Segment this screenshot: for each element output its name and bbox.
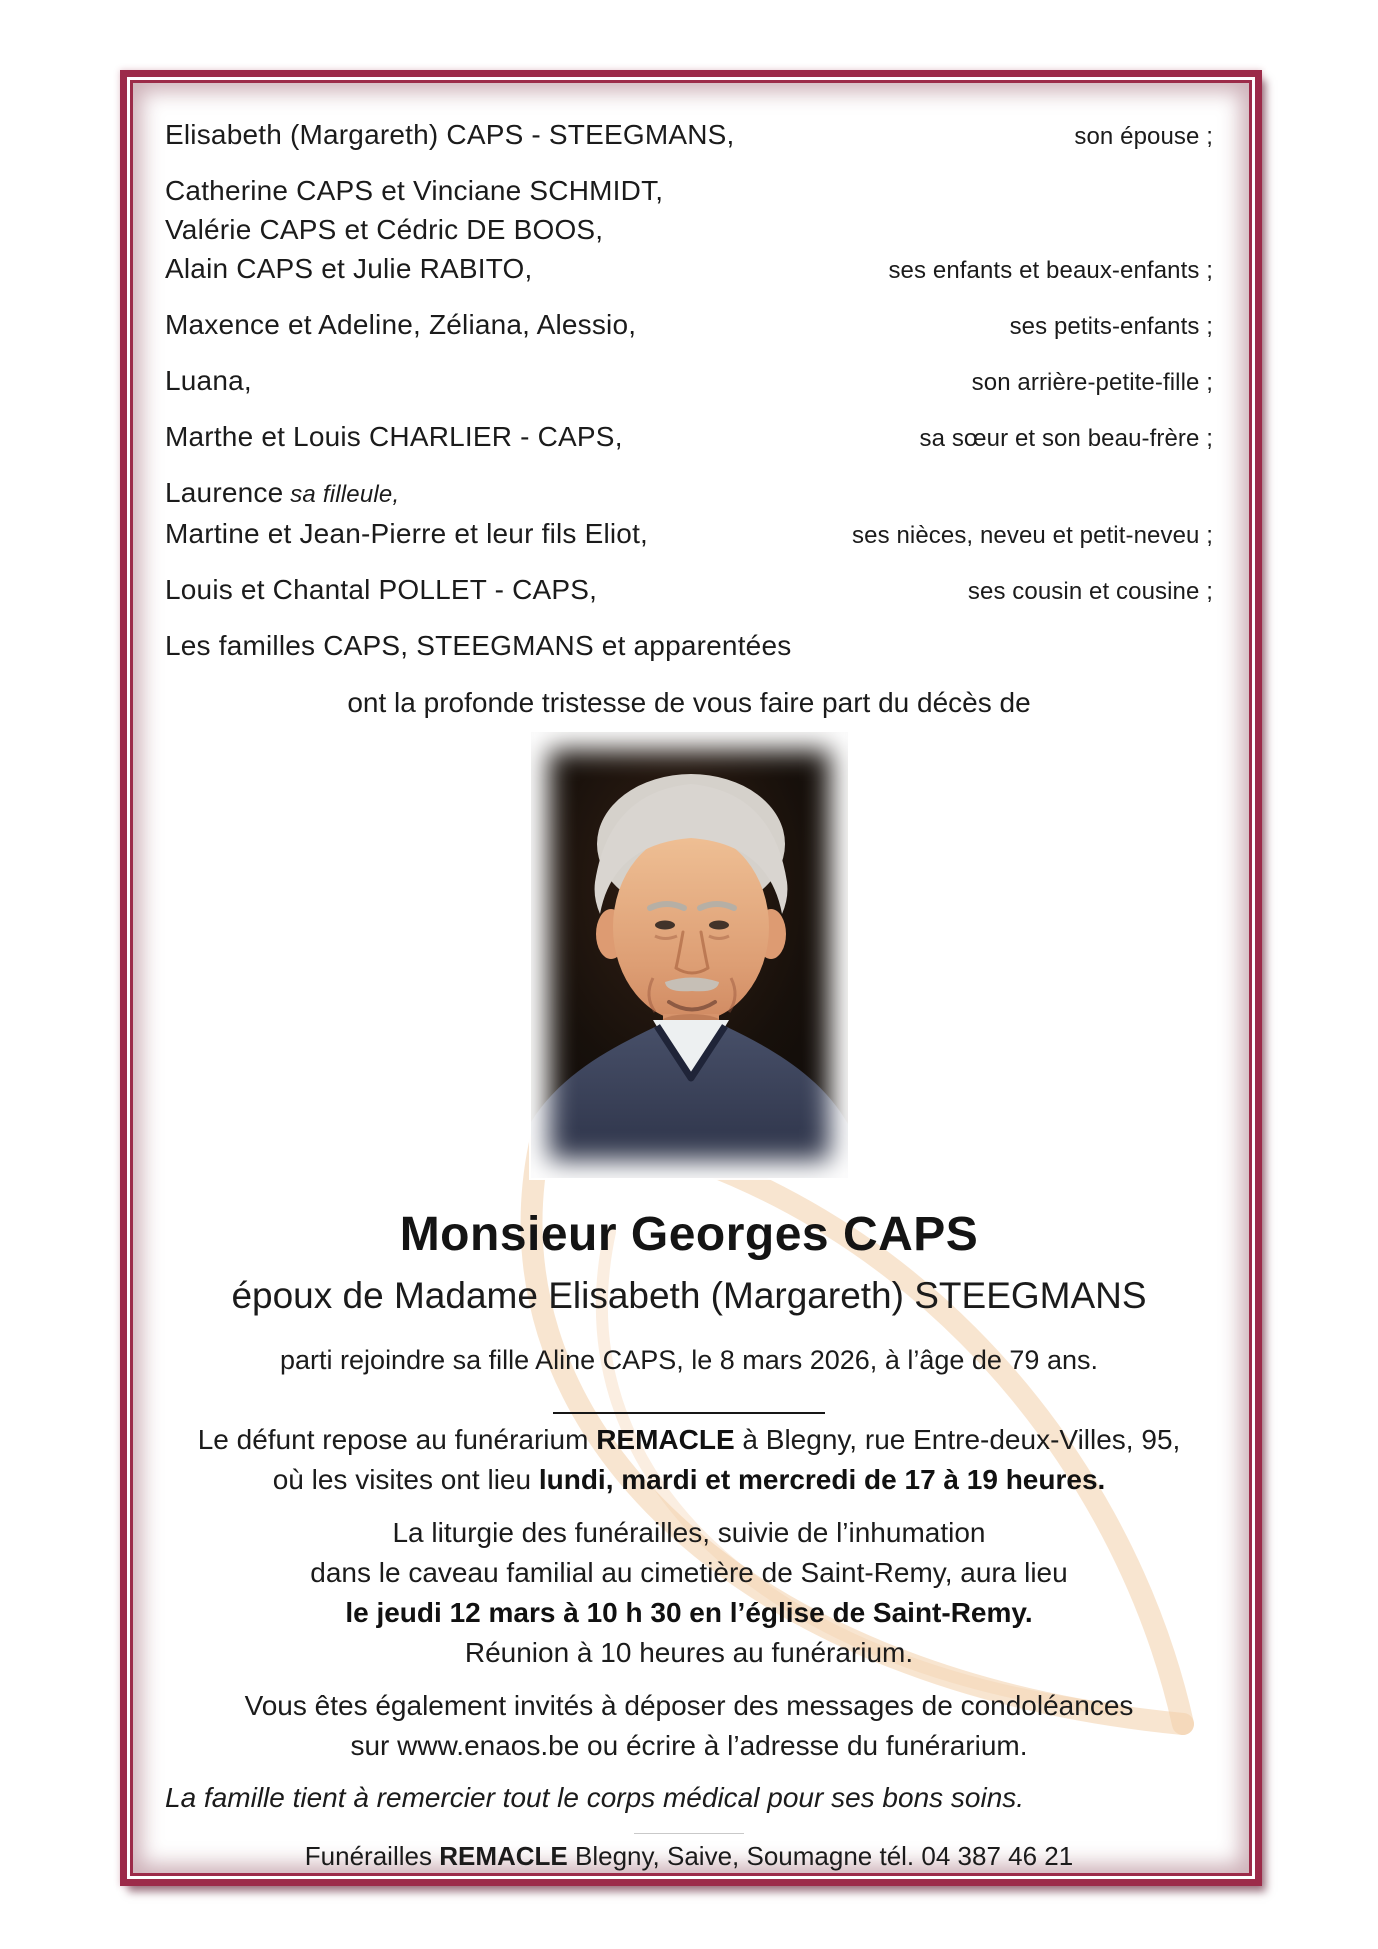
relative-name: Laurence [165, 477, 284, 508]
family-group [165, 305, 1213, 346]
repose-text: Le défunt repose au funérarium [197, 1424, 597, 1455]
deceased-name-title: Monsieur Georges CAPS [399, 1208, 979, 1261]
portrait-photo [531, 732, 848, 1178]
death-notice [135, 83, 1243, 1872]
meeting-line: Réunion à 10 heures au funérarium. [464, 1637, 914, 1668]
relationship-label: son arrière-petite-fille ; [971, 369, 1213, 396]
family-line [165, 473, 1213, 514]
death-details-line: parti rejoindre sa fille Aline CAPS, le 8 mars 2026, à l’âge de 79 ans. [280, 1345, 1098, 1375]
family-line [165, 171, 1213, 210]
enaos-url: www.enaos.be [397, 1730, 580, 1761]
family-line [165, 570, 1213, 611]
relationship-label: son épouse ; [1074, 123, 1213, 150]
family-group [165, 115, 1213, 156]
family-line [165, 115, 1213, 156]
relationship-label: ses petits-enfants ; [1009, 313, 1213, 340]
funeral-home-name: REMACLE [439, 1841, 568, 1871]
relative-names: Valérie CAPS et Cédric DE BOOS, [165, 214, 604, 245]
announcement-line: ont la profonde tristesse de vous faire part du décès de [347, 687, 1031, 718]
visits-text: où les visites ont lieu [272, 1464, 539, 1495]
condolences-line1: Vous êtes également invités à déposer des messages de condoléances [244, 1690, 1134, 1721]
repose-address: à Blegny, rue Entre-deux-Villes, 95, [734, 1424, 1181, 1455]
family-line [165, 626, 1213, 665]
condolences-paragraph [135, 1686, 1243, 1766]
relative-names: Alain CAPS et Julie RABITO, [165, 253, 533, 284]
family-line [165, 210, 1213, 249]
relative-names [165, 473, 399, 514]
relationship-label: ses cousin et cousine ; [967, 578, 1213, 605]
liturgy-line1: La liturgie des funérailles, suivie de l’inhumation [392, 1517, 986, 1548]
family-group [165, 570, 1213, 611]
family-line [165, 417, 1213, 458]
visits-schedule: lundi, mardi et mercredi de 17 à 19 heures. [538, 1464, 1106, 1495]
relative-names: Martine et Jean-Pierre et leur fils Eliot, [165, 518, 649, 549]
repose-paragraph [135, 1420, 1243, 1500]
ceremony-datetime: le jeudi 12 mars à 10 h 30 en l’église de Saint-Remy. [345, 1597, 1033, 1628]
family-line [165, 361, 1213, 402]
relative-names: Luana, [165, 365, 252, 396]
family-group [165, 626, 1213, 665]
thanks-line: La famille tient à remercier tout le corps médical pour ses bons soins. [165, 1782, 1025, 1813]
relationship-label: ses nièces, neveu et petit-neveu ; [852, 522, 1213, 549]
family-group [165, 417, 1213, 458]
relative-names: Marthe et Louis CHARLIER - CAPS, [165, 421, 623, 452]
liturgy-paragraph [135, 1513, 1243, 1673]
portrait-image [531, 732, 848, 1178]
family-line [165, 305, 1213, 346]
family-group [165, 361, 1213, 402]
relationship-label: sa sœur et son beau-frère ; [919, 425, 1213, 452]
goddaughter-note: sa filleule, [283, 481, 400, 508]
liturgy-line2: dans le caveau familial au cimetière de Saint-Remy, aura lieu [310, 1557, 1068, 1588]
relative-names: Louis et Chantal POLLET - CAPS, [165, 574, 598, 605]
family-group [165, 171, 1213, 290]
family-group [165, 473, 1213, 555]
family-line [165, 514, 1213, 555]
family-line [165, 249, 1213, 290]
relative-names: Les familles CAPS, STEEGMANS et apparentées [165, 630, 792, 661]
footer-divider [634, 1833, 744, 1834]
section-divider [553, 1412, 825, 1414]
portrait-face [613, 832, 769, 1022]
funeral-home-name: REMACLE [596, 1424, 735, 1455]
relative-names: Maxence et Adeline, Zéliana, Alessio, [165, 309, 637, 340]
relationship-label: ses enfants et beaux-enfants ; [888, 257, 1213, 284]
deceased-subtitle: époux de Madame Elisabeth (Margareth) STEEGMANS [231, 1275, 1147, 1316]
family-list [135, 115, 1243, 665]
relative-names: Catherine CAPS et Vinciane SCHMIDT, [165, 175, 664, 206]
condolences-line2: sur www.enaos.be ou écrire à l’adresse du funérarium. [350, 1730, 1028, 1761]
relative-names: Elisabeth (Margareth) CAPS - STEEGMANS, [165, 119, 735, 150]
funeral-home-footer: Funérailles REMACLE Blegny, Saive, Soumagne tél. 04 387 46 21 [304, 1841, 1074, 1871]
